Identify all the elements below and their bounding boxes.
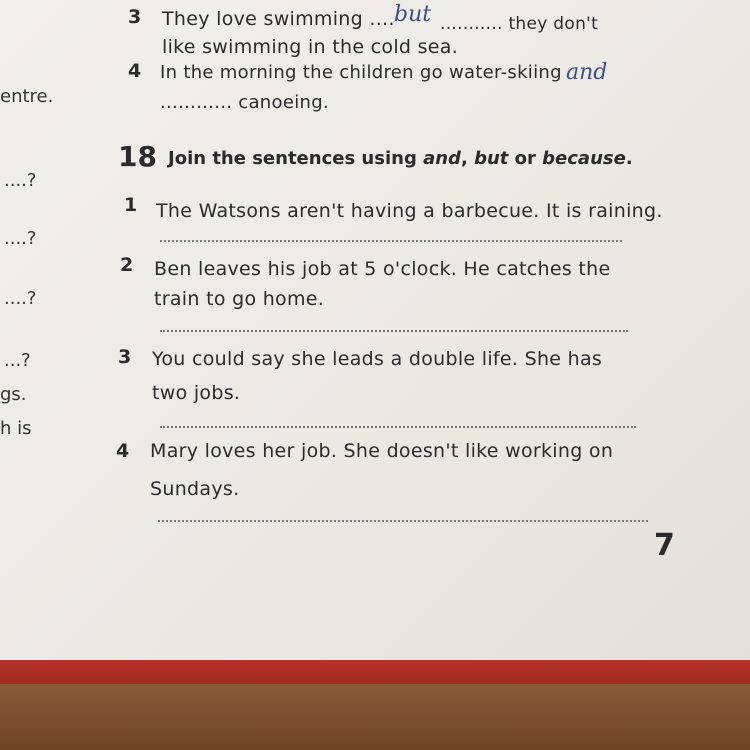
table-surface (0, 684, 750, 750)
item-text-line: Sundays. (150, 478, 240, 500)
margin-fragment: ....? (4, 228, 37, 249)
exercise-instruction: Join the sentences using and, but or because. (168, 148, 633, 169)
prev-item-3-number: 3 (128, 6, 142, 28)
prev-item-3-line2: like swimming in the cold sea. (162, 36, 459, 58)
prev-item-4-line2: ............ canoeing. (160, 92, 329, 113)
item-text-line: train to go home. (154, 288, 325, 310)
margin-fragment: gs. (0, 384, 27, 405)
prev-item-4-handwritten-answer: and (566, 60, 608, 85)
item-number: 4 (116, 440, 130, 462)
item-text-line: The Watsons aren't having a barbecue. It is raining. (156, 200, 663, 222)
item-text-line: Mary loves her job. She doesn't like working on (150, 440, 614, 462)
prev-item-4-number: 4 (128, 60, 142, 82)
prev-item-3-handwritten-answer: but (394, 2, 432, 27)
answer-line[interactable] (158, 520, 648, 522)
exercise-number: 18 (118, 140, 157, 173)
item-text-line: You could say she leads a double life. She has (152, 348, 603, 370)
margin-fragment: ....? (4, 288, 37, 309)
answer-line[interactable] (160, 240, 622, 242)
item-number: 3 (118, 346, 132, 368)
margin-fragment: entre. (0, 86, 54, 107)
item-number: 2 (120, 254, 134, 276)
margin-fragment: h is (0, 418, 32, 439)
page-number: 7 (654, 528, 675, 563)
margin-fragment: ....? (4, 170, 37, 191)
book-edge (0, 660, 750, 684)
prev-item-4-line1: In the morning the children go water-skiing (160, 62, 562, 83)
item-number: 1 (124, 194, 138, 216)
margin-fragment: ...? (4, 350, 31, 371)
item-text-line: two jobs. (152, 382, 241, 404)
prev-item-3-line1-start: They love swimming .... (162, 8, 395, 30)
prev-item-3-line1-end: ........... they don't (440, 14, 599, 34)
answer-line[interactable] (160, 426, 636, 428)
item-text-line: Ben leaves his job at 5 o'clock. He catches the (154, 258, 611, 280)
answer-line[interactable] (160, 330, 628, 332)
